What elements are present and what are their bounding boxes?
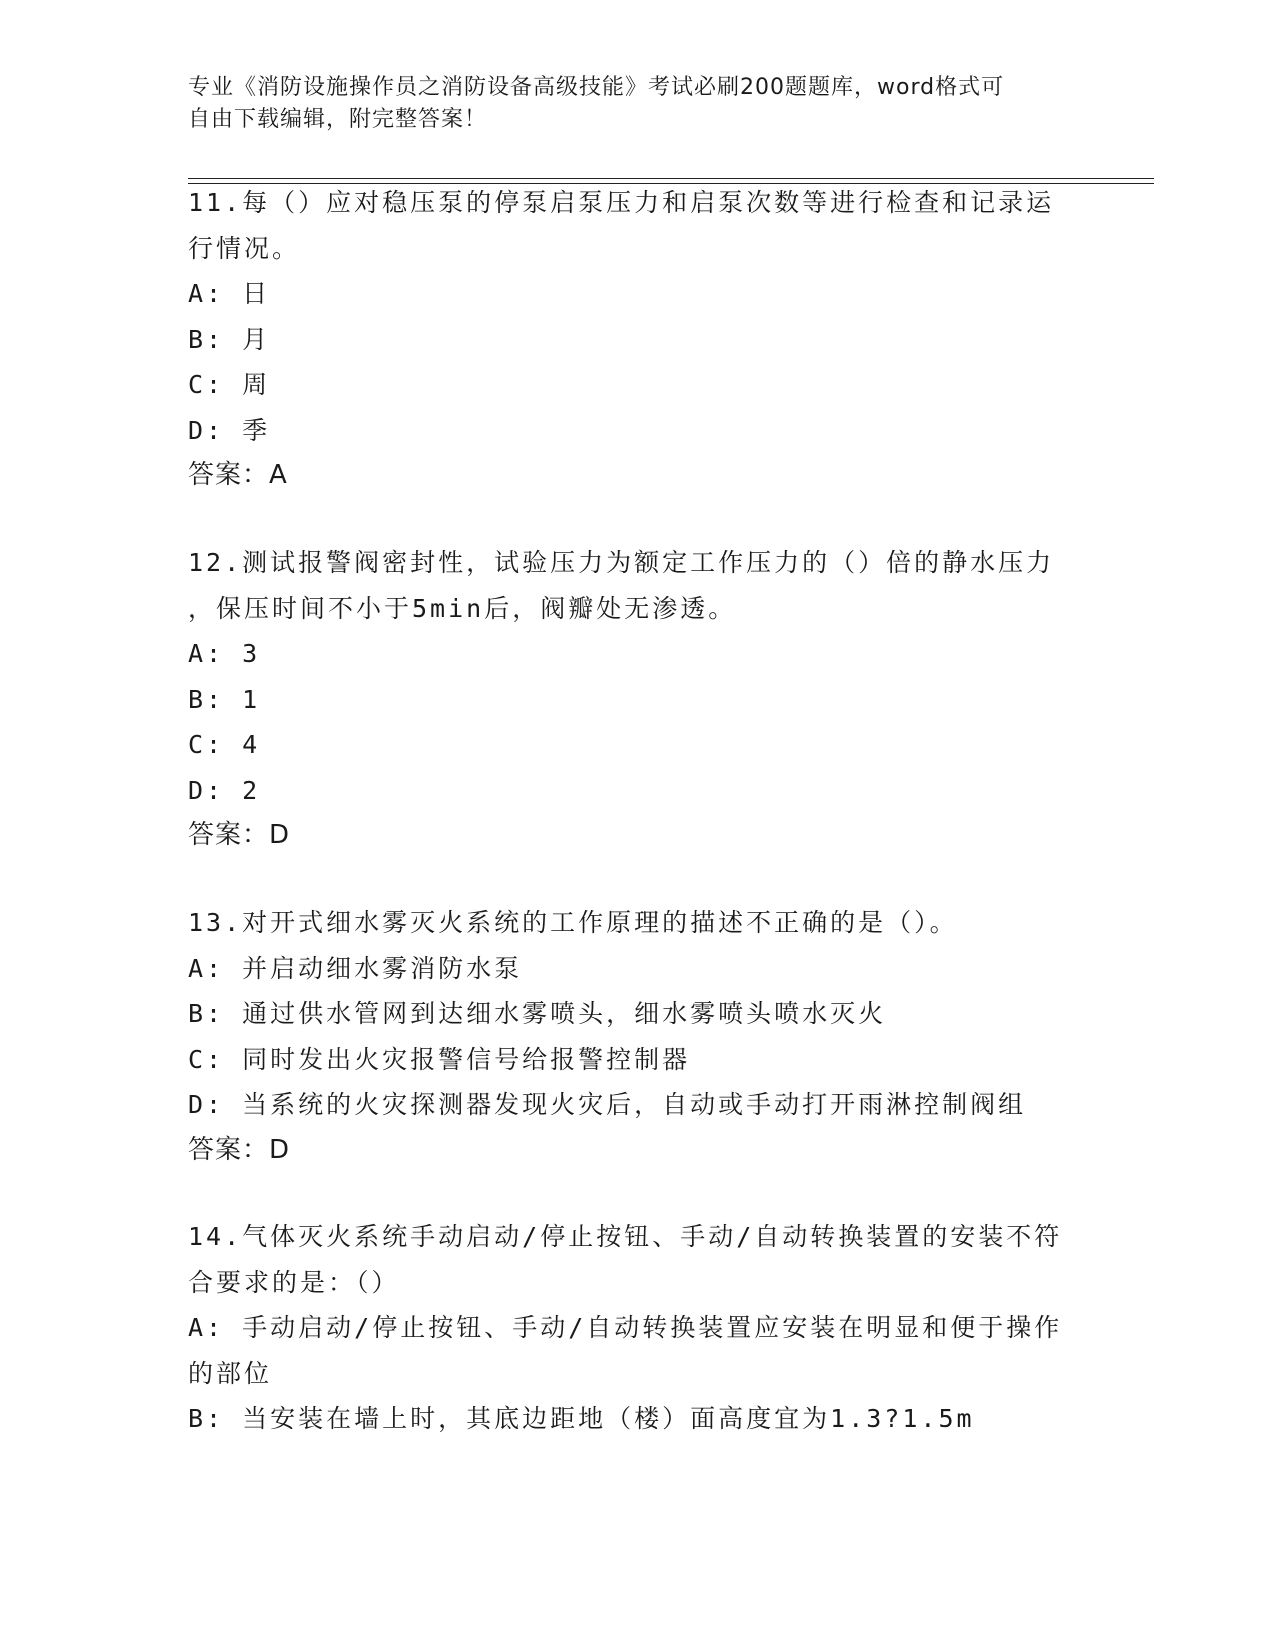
question-stem-line: 12.测试报警阀密封性，试验压力为额定工作压力的（）倍的静水压力 <box>188 548 1055 577</box>
question-12 <box>188 540 1088 859</box>
question-stem-line: 11.每（）应对稳压泵的停泵启泵压力和启泵次数等进行检查和记录运 <box>188 188 1055 217</box>
option-d: D: 2 <box>188 775 261 805</box>
option-a: A: 并启动细水雾消防水泵 <box>188 953 523 983</box>
document-header <box>188 72 1088 136</box>
option-b: B: 1 <box>188 684 261 714</box>
question-14 <box>188 1214 1088 1442</box>
option-a: A: 3 <box>188 639 261 668</box>
option-b: B: 当安装在墙上时，其底边距地（楼）面高度宜为1.3?1.5m <box>188 1404 975 1433</box>
option-a: A: 日 <box>188 279 271 308</box>
question-13 <box>188 900 1088 1173</box>
option-d: D: 当系统的火灾探测器发现火灾后，自动或手动打开雨淋控制阀组 <box>188 1090 1027 1119</box>
option-d: D: 季 <box>188 415 271 445</box>
question-stem-line: 合要求的是：（） <box>188 1267 400 1297</box>
answer-line: 答案：A <box>188 460 288 490</box>
header-line-2: 自由下载编辑，附完整答案！ <box>188 107 488 132</box>
question-stem-line: 行情况。 <box>188 233 301 263</box>
option-b: B: 通过供水管网到达细水雾喷头，细水雾喷头喷水灭火 <box>188 999 887 1028</box>
option-a-continued: 的部位 <box>188 1358 273 1388</box>
question-stem-line: ，保压时间不小于5min后，阀瓣处无渗透。 <box>188 593 737 623</box>
option-c: C: 周 <box>188 370 271 399</box>
header-rule-top <box>188 178 1154 179</box>
option-a: A: 手动启动/停止按钮、手动/自动转换装置应安装在明显和便于操作 <box>188 1313 1063 1342</box>
option-c: C: 同时发出火灾报警信号给报警控制器 <box>188 1044 691 1074</box>
option-b: B: 月 <box>188 324 271 354</box>
question-stem-line: 13.对开式细水雾灭火系统的工作原理的描述不正确的是（）。 <box>188 908 958 937</box>
answer-line: 答案：D <box>188 1134 291 1165</box>
header-line-1: 专业《消防设施操作员之消防设备高级技能》考试必刷200题题库，word格式可 <box>188 75 1005 100</box>
answer-line: 答案：D <box>188 820 291 850</box>
question-11 <box>188 180 1088 499</box>
question-stem-line: 14.气体灭火系统手动启动/停止按钮、手动/自动转换装置的安装不符 <box>188 1222 1063 1251</box>
option-c: C: 4 <box>188 730 261 759</box>
